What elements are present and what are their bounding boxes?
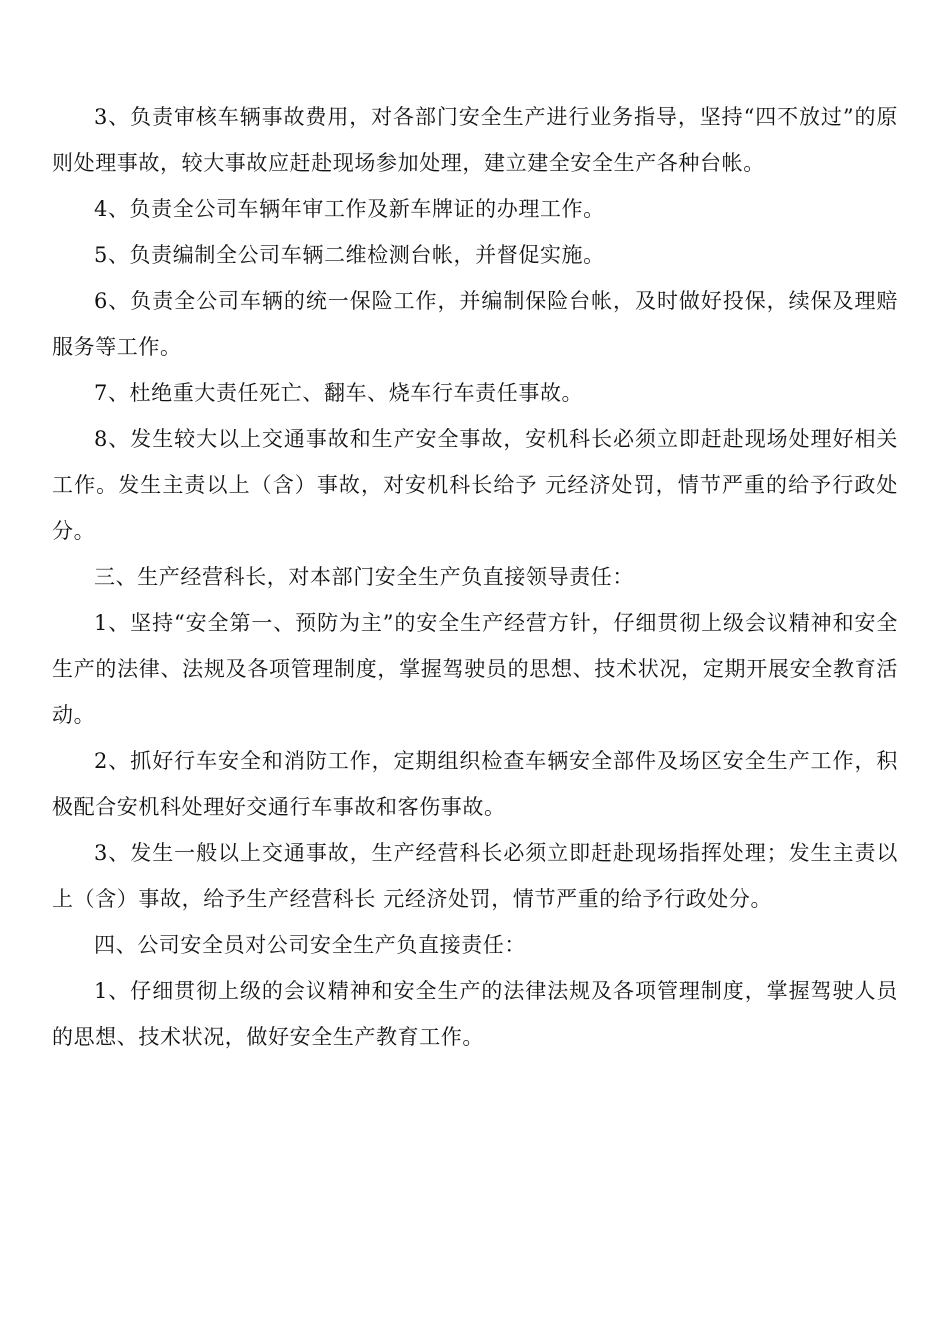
paragraph-item-1-safety-education: 1、仔细贯彻上级的会议精神和安全生产的法律法规及各项管理制度，掌握驾驶人员的思想、技术状况，做好安全生产教育工作。 <box>52 979 898 1049</box>
paragraph-item-2-fire-safety: 2、抓好行车安全和消防工作，定期组织检查车辆安全部件及场区安全生产工作，积极配合安机科处理好交通行车事故和客伤事故。 <box>52 749 898 819</box>
document-body <box>52 94 898 1060</box>
paragraph-item-1-safety-policy: 1、坚持“安全第一、预防为主”的安全生产经营方针，仔细贯彻上级会议精神和安全生产的法律、法规及各项管理制度，掌握驾驶员的思想、技术状况，定期开展安全教育活动。 <box>52 611 898 727</box>
paragraph-item-5-testing-ledger: 5、负责编制全公司车辆二维检测台帐，并督促实施。 <box>94 243 605 267</box>
paragraph-item-4-annual-inspection: 4、负责全公司车辆年审工作及新车牌证的办理工作。 <box>94 197 605 221</box>
section-heading-production-manager: 三、生产经营科长，对本部门安全生产负直接领导责任： <box>94 565 634 589</box>
paragraph-item-3-accident-fees: 3、负责审核车辆事故费用，对各部门安全生产进行业务指导，坚持“四不放过”的原则处理事故，较大事故应赶赴现场参加处理，建立建全安全生产各种台帐。 <box>52 105 898 175</box>
paragraph-item-7-prevent-accidents: 7、杜绝重大责任死亡、翻车、烧车行车责任事故。 <box>94 381 584 405</box>
paragraph-item-3-accident-response: 3、发生一般以上交通事故，生产经营科长必须立即赶赴现场指挥处理；发生主责以上（含）事故，给予生产经营科长 元经济处罚，情节严重的给予行政处分。 <box>52 841 898 911</box>
paragraph-item-8-major-accident-penalty: 8、发生较大以上交通事故和生产安全事故，安机科长必须立即赶赴现场处理好相关工作。发生主责以上（含）事故，对安机科长给予 元经济处罚，情节严重的给予行政处分。 <box>52 427 898 543</box>
paragraph-item-6-insurance: 6、负责全公司车辆的统一保险工作，并编制保险台帐，及时做好投保，续保及理赔服务等工作。 <box>52 289 898 359</box>
section-heading-safety-officer: 四、公司安全员对公司安全生产负直接责任： <box>94 933 526 957</box>
